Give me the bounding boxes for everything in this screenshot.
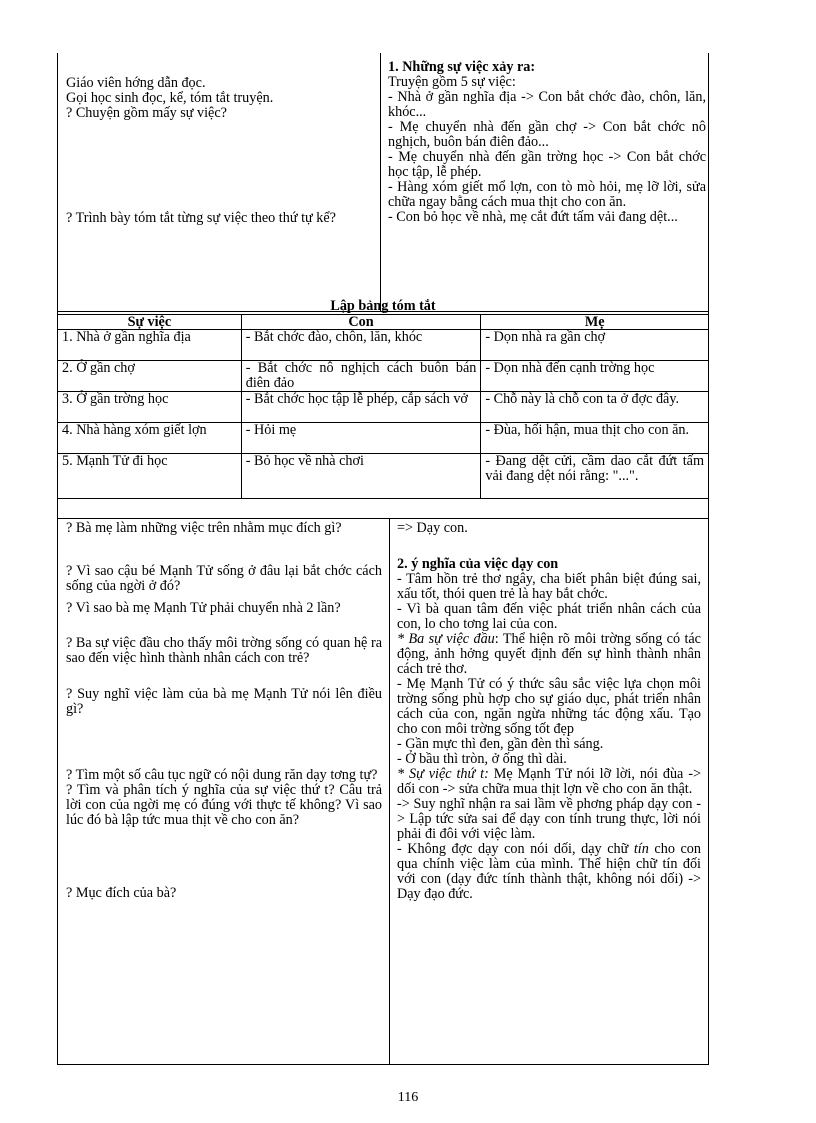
answer-text: - Tâm hồn trẻ thơ ngây, cha biết phân biệt đúng sai, xấu tốt, thói quen trẻ là hay bắt chớc. (397, 571, 701, 602)
column-divider (389, 519, 390, 1064)
summary-title: Lập bảng tóm tắt (330, 298, 436, 314)
table-row (58, 392, 709, 423)
document-page (57, 53, 709, 1065)
question-text: ? Vì sao cậu bé Mạnh Tử sống ở đâu lại bắt chớc cách sống của ngời ở đó? (66, 563, 382, 594)
child-cell: - Bắt chớc học tập lễ phép, cắp sách vở (241, 392, 481, 423)
question-text: ? Suy nghĩ việc làm của bà mẹ Mạnh Tử nói lên điều gì? (66, 686, 382, 717)
question-text: ? Mục đích của bà? (66, 885, 177, 901)
answer-text (397, 842, 701, 902)
page-number: 116 (397, 1090, 419, 1105)
section-heading: 2. ý nghĩa của việc dạy con (397, 556, 559, 572)
emphasis-word: tín (633, 841, 649, 857)
child-cell: - Bỏ học về nhà chơi (241, 454, 481, 499)
table-row (58, 361, 709, 392)
answer-text: - Mẹ Mạnh Tử có ý thức sâu sắc việc lựa chọn môi trờng sống phù hợp cho sự giáo dục, phát triển nhân cách của con, ngăn ngừa những tác động xấu. Tạo cho con môi trờng sống tốt đẹp (397, 676, 701, 737)
reading-section (57, 53, 709, 311)
answer-body: - Không đợc dạy con nói dối, dạy chữ (397, 841, 634, 857)
content-text: - Nhà ở gần nghĩa địa -> Con bắt chớc đào, chôn, lăn, khóc... (388, 89, 706, 120)
question-text: ? Trình bày tóm tắt từng sự việc theo thứ tự kể? (66, 210, 336, 226)
answer-text: -> Suy nghĩ nhận ra sai lầm về phơng pháp dạy con -> Lập tức sửa sai để dạy con tính trung thực, lời nói phải đi đôi với việc làm. (397, 796, 701, 842)
event-cell: 5. Mạnh Tử đi học (58, 454, 242, 499)
questions-column (66, 521, 382, 901)
mother-cell: - Chỗ này là chỗ con ta ở đợc đây. (481, 392, 709, 423)
answer-text (397, 632, 701, 677)
instruction-text: Gọi học sinh đọc, kể, tóm tắt truyện. (66, 90, 274, 106)
meaning-section (57, 518, 709, 1065)
instruction-text: Giáo viên hớng dẫn đọc. (66, 75, 206, 91)
event-cell: 1. Nhà ở gần nghĩa địa (58, 330, 242, 361)
column-header: Sự việc (58, 315, 242, 330)
content-column (388, 60, 706, 225)
event-cell: 3. Ở gần trờng học (58, 392, 242, 423)
answer-label: * Sự việc thứ t: (397, 766, 489, 782)
child-cell: - Bắt chớc đào, chôn, lăn, khóc (241, 330, 481, 361)
question-text: ? Chuyện gồm mấy sự việc? (66, 105, 227, 121)
answers-column (397, 521, 701, 902)
column-header: Con (241, 315, 481, 330)
content-text: Truyện gồm 5 sự việc: (388, 74, 516, 90)
question-text: ? Tìm và phân tích ý nghĩa của sự việc thứ t? Câu trả lời con của ngời mẹ có đúng với thực tế không? Vì sao lúc đó bà lập tức mua thịt về cho con ăn? (66, 782, 382, 828)
child-cell: - Hỏi mẹ (241, 423, 481, 454)
question-text: ? Bà mẹ làm những việc trên nhằm mục đích gì? (66, 520, 342, 536)
content-text: - Mẹ chuyển nhà đến gần trờng học -> Con bắt chớc học tập, lễ phép. (388, 149, 706, 180)
table-row (58, 454, 709, 499)
answer-text (397, 767, 701, 797)
answer-text: => Dạy con. (397, 520, 468, 536)
mother-cell: - Dọn nhà đến cạnh trờng học (481, 361, 709, 392)
event-cell: 2. Ở gần chợ (58, 361, 242, 392)
child-cell: - Bắt chớc nô nghịch cách buôn bán điên đảo (241, 361, 481, 392)
teacher-activity-column (66, 76, 372, 226)
table-header-row (58, 315, 709, 330)
answer-label: * Ba sự việc đầu (397, 631, 495, 647)
section-heading: 1. Những sự việc xảy ra: (388, 59, 536, 75)
column-header: Mẹ (481, 315, 709, 330)
mother-cell: - Đang dệt cửi, cầm dao cắt đứt tấm vải đang dệt nói rằng: "...". (481, 454, 709, 499)
answer-body: cho con qua chính việc làm của mình. Thể hiện chữ tín đối với con (dạy đức tính thành thật, không nói dối) -> Dạy đạo đức. (397, 841, 701, 902)
mother-cell: - Đùa, hối hận, mua thịt cho con ăn. (481, 423, 709, 454)
content-text: - Con bỏ học về nhà, mẹ cắt đứt tấm vải đang dệt... (388, 209, 678, 225)
answer-text: - Vì bà quan tâm đến việc phát triển nhân cách của con, lo cho tơng lai của con. (397, 601, 701, 632)
answer-body: : Thể hiện rõ môi trờng sống có tác động, ảnh hởng quyết định đến sự hình thành nhân cách trẻ thơ. (397, 631, 701, 677)
mother-cell: - Dọn nhà ra gần chợ (481, 330, 709, 361)
question-text: ? Ba sự việc đầu cho thấy môi trờng sống có quan hệ ra sao đến việc hình thành nhân cách con trẻ? (66, 635, 382, 666)
question-text: ? Vì sao bà mẹ Mạnh Tử phải chuyển nhà 2 lần? (66, 600, 341, 616)
proverb-text: - Ở bầu thì tròn, ở ống thì dài. (397, 751, 567, 767)
summary-section (57, 298, 709, 518)
content-text: - Mẹ chuyển nhà đến gần chợ -> Con bắt chớc nô nghịch, buôn bán điên đảo... (388, 119, 706, 150)
proverb-text: - Gần mực thì đen, gần đèn thì sáng. (397, 736, 604, 752)
column-divider (380, 53, 381, 311)
question-text: ? Tìm một số câu tục ngữ có nội dung răn dạy tơng tự? (66, 767, 378, 783)
event-cell: 4. Nhà hàng xóm giết lợn (58, 423, 242, 454)
answer-body: Mẹ Mạnh Tử nói lỡ lời, nói đùa -> dối con -> sửa chữa mua thịt lợn về cho con ăn thật. (397, 766, 701, 797)
summary-table (57, 314, 709, 499)
table-row (58, 330, 709, 361)
table-row (58, 423, 709, 454)
content-text: - Hàng xóm giết mổ lợn, con tò mò hỏi, mẹ lỡ lời, sửa chữa ngay bằng cách mua thịt cho con ăn. (388, 179, 706, 210)
